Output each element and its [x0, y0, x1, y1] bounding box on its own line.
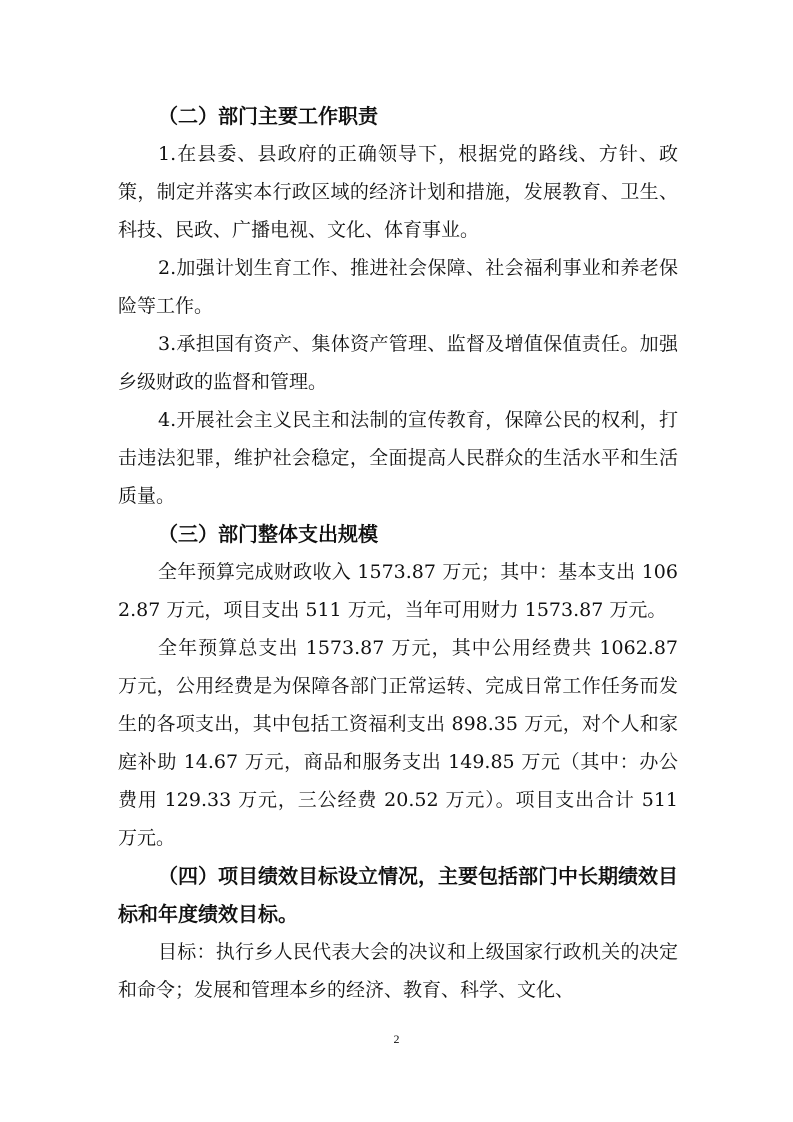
duty-paragraph-4: 4.开展社会主义民主和法制的宣传教育，保障公民的权利，打击违法犯罪，维护社会稳定，全面提高人民群众的生活水平和生活质量。 — [118, 409, 678, 507]
duty-paragraph-1: 1.在县委、县政府的正确领导下，根据党的路线、方针、政策，制定并落实本行政区域的经济计划和措施，发展教育、卫生、科技、民政、广播电视、文化、体育事业。 — [118, 143, 678, 241]
duty-paragraph-3: 3.承担国有资产、集体资产管理、监督及增值保值责任。加强乡级财政的监督和管理。 — [118, 333, 678, 393]
document-body — [118, 97, 678, 1009]
duty-paragraph-2: 2.加强计划生育工作、推进社会保障、社会福利事业和养老保险等工作。 — [118, 257, 678, 317]
goals-paragraph-1: 目标：执行乡人民代表大会的决议和上级国家行政机关的决定和命令；发展和管理本乡的经济、教育、科学、文化、 — [118, 941, 678, 1001]
section-heading-duties: （二）部门主要工作职责 — [158, 104, 378, 128]
expenditure-paragraph-1: 全年预算完成财政收入 1573.87 万元；其中：基本支出 1062.87 万元，项目支出 511 万元，当年可用财力 1573.87 万元。 — [118, 561, 678, 621]
section-heading-expenditure: （三）部门整体支出规模 — [158, 522, 378, 546]
expenditure-paragraph-2: 全年预算总支出 1573.87 万元，其中公用经费共 1062.87 万元，公用经费是为保障各部门正常运转、完成日常工作任务而发生的各项支出，其中包括工资福利支出 898.35 万元，对个人和家庭补助 14.67 万元，商品和服务支出 149.85 万元（其中：办公费用 129.33 万元，三公经费 20.52 万元）。项目支出合计 511 万元。 — [118, 637, 678, 849]
page-number: 2 — [393, 1032, 400, 1046]
section-heading-performance-goals: （四）项目绩效目标设立情况，主要包括部门中长期绩效目标和年度绩效目标。 — [118, 864, 678, 926]
